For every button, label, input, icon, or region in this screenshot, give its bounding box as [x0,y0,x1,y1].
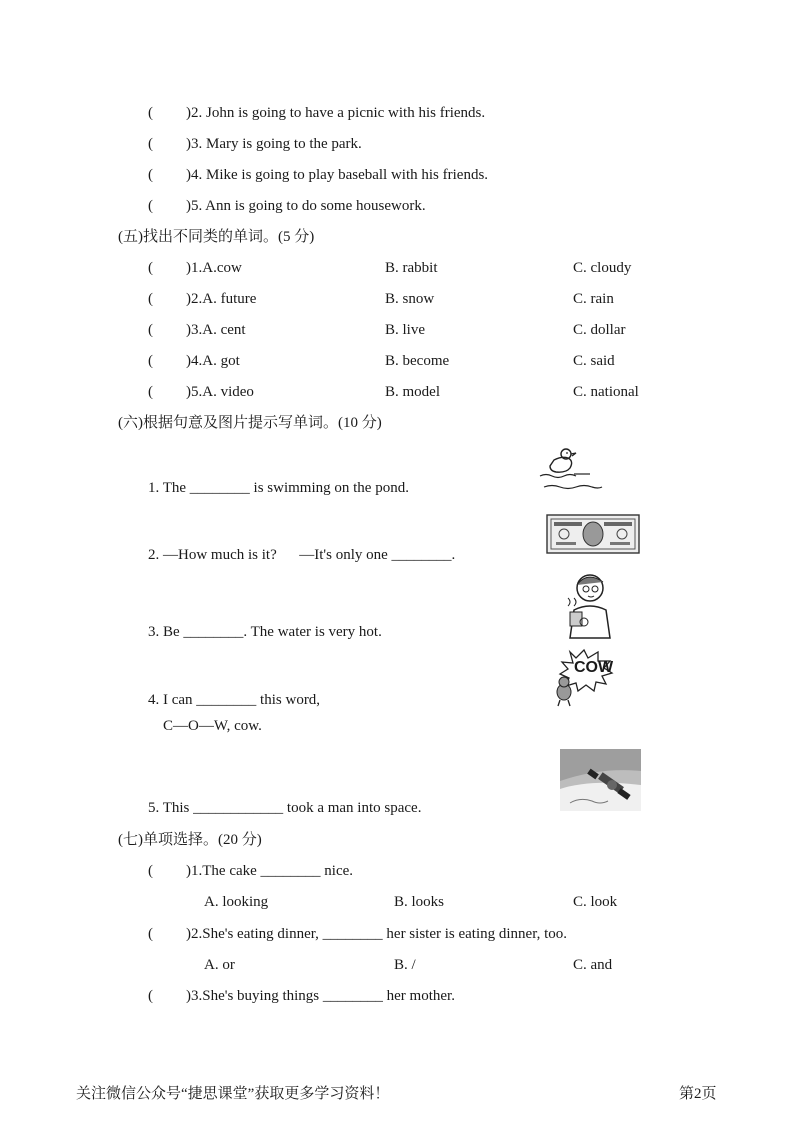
option-a: A. or [204,957,235,973]
answer-paren: ( [148,988,153,1004]
section-title-7: (七)单项选择。(20 分) [118,832,262,848]
choice-question-1: )1.The cake ________ nice. [186,863,354,879]
section-title-5: (五)找出不同类的单词。(5 分) [118,229,315,245]
answer-paren: ( [148,926,153,942]
answer-paren: ( [148,105,153,121]
fill-question-3: 3. Be ________. The water is very hot. [148,624,382,640]
option-a: )2.A. future [186,291,257,307]
page-number: 第2页 [679,1086,717,1102]
option-c: C. said [573,353,615,369]
answer-paren: ( [148,136,153,152]
option-a: A. looking [204,894,269,910]
option-b: B. become [385,353,450,369]
option-b: B. snow [385,291,435,307]
option-a: )5.A. video [186,384,254,400]
option-a: )4.A. got [186,353,240,369]
option-c: C. cloudy [573,260,632,276]
answer-paren: ( [148,198,153,214]
cow-speech-illustration [552,648,616,708]
option-a: )1.A.cow [186,260,242,276]
option-c: C. national [573,384,639,400]
fill-question-4-spelling: C—O—W, cow. [163,718,262,734]
statement-3: )3. Mary is going to the park. [186,136,362,152]
answer-paren: ( [148,322,153,338]
option-c: C. look [573,894,618,910]
statement-4: )4. Mike is going to play baseball with his friends. [186,167,489,183]
option-c: C. and [573,957,613,973]
option-c: C. dollar [573,322,626,338]
option-a: )3.A. cent [186,322,246,338]
answer-paren: ( [148,863,153,879]
dollar-bill-illustration [546,514,640,554]
option-b: B. / [394,957,416,973]
cow-speech-text: COW [574,659,614,676]
answer-paren: ( [148,291,153,307]
boy-hot-cup-illustration [560,570,616,640]
answer-paren: ( [148,167,153,183]
fill-question-2: 2. —How much is it? —It's only one ________. [148,547,456,563]
answer-paren: ( [148,260,153,276]
section-title-6: (六)根据句意及图片提示写单词。(10 分) [118,415,382,431]
option-c: C. rain [573,291,614,307]
choice-question-2: )2.She's eating dinner, ________ her sister is eating dinner, too. [186,926,568,942]
option-b: B. looks [394,894,445,910]
option-b: B. live [385,322,425,338]
option-b: B. rabbit [385,260,438,276]
statement-5: )5. Ann is going to do some housework. [186,198,426,214]
answer-paren: ( [148,353,153,369]
spaceship-illustration [560,749,641,811]
choice-question-3: )3.She's buying things ________ her mother. [186,988,455,1004]
fill-question-5: 5. This ____________ took a man into space. [148,800,422,816]
fill-question-1: 1. The ________ is swimming on the pond. [148,480,409,496]
option-b: B. model [385,384,440,400]
duck-illustration [538,446,604,494]
answer-paren: ( [148,384,153,400]
fill-question-4: 4. I can ________ this word, [148,692,321,708]
statement-2: )2. John is going to have a picnic with his friends. [186,105,486,121]
footer-promo: 关注微信公众号“捷思课堂”获取更多学习资料！ [76,1086,390,1102]
